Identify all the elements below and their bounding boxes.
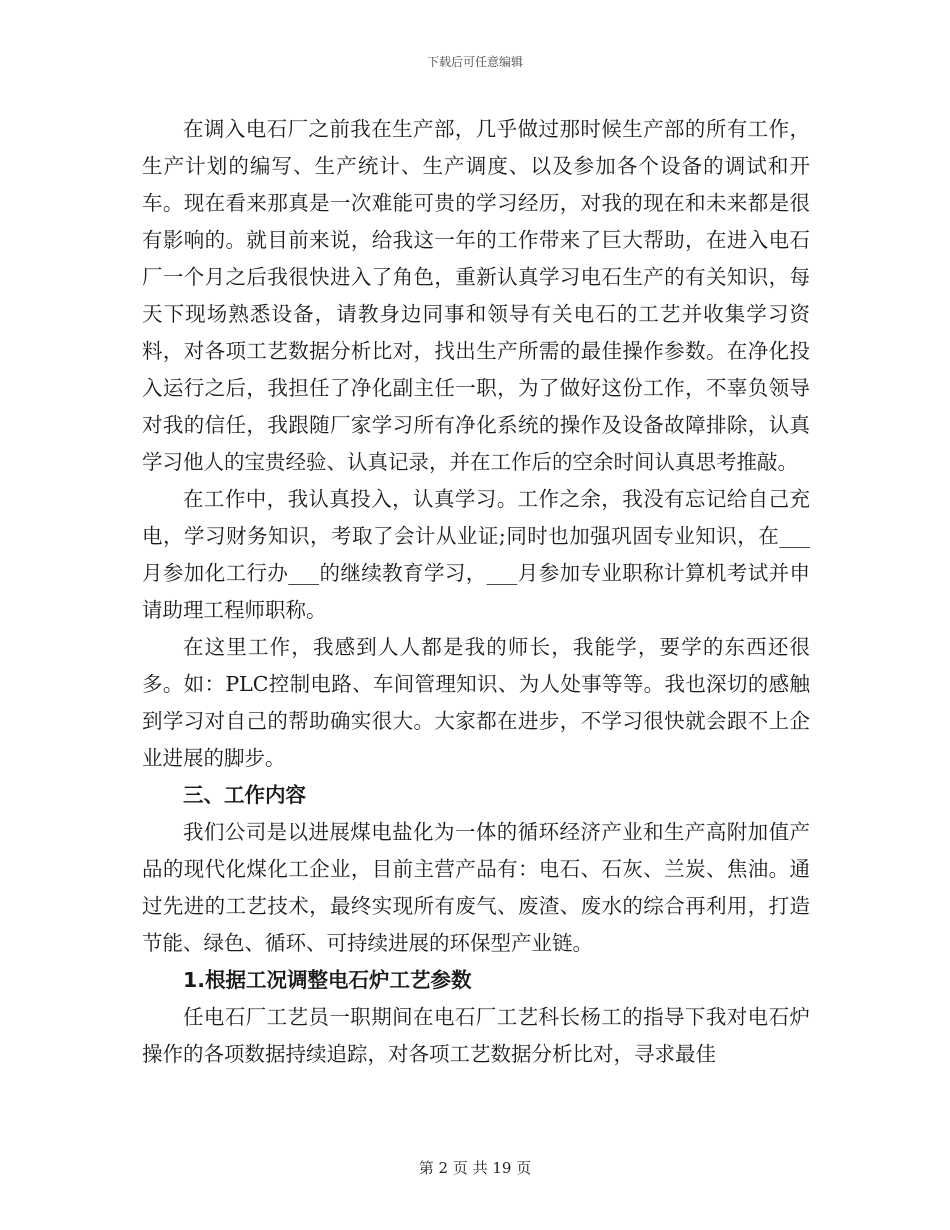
- paragraph-learning: 在这里工作，我感到人人都是我的师长，我能学，要学的东西还很多。如：PLC控制电路、车间管理知识、为人处事等等。我也深切的感触到学习对自己的帮助确实很大。大家都在进步，不学习很快就会跟不上企业进展的脚步。: [142, 635, 810, 770]
- paragraph-previous-work: 在调入电石厂之前我在生产部，几乎做过那时候生产部的所有工作，生产计划的编写、生产统计、生产调度、以及参加各个设备的调试和开车。现在看来那真是一次难能可贵的学习经历，对我的现在和未来都是很有影响的。就目前来说，给我这一年的工作带来了巨大帮助，在进入电石厂一个月之后我很快进入了角色，重新认真学习电石生产的有关知识，每天下现场熟悉设备，请教身边同事和领导有关电石的工艺并收集学习资料，对各项工艺数据分析比对，找出生产所需的最佳操作参数。在净化投入运行之后，我担任了净化副主任一职，为了做好这份工作，不辜负领导对我的信任，我跟随厂家学习所有净化系统的操作及设备故障排除，认真学习他人的宝贵经验、认真记录，并在工作后的空余时间认真思考推敲。: [142, 117, 810, 474]
- subheading: 1.根据工况调整电石炉工艺参数: [183, 968, 472, 992]
- page-footer: 第 2 页 共 19 页: [418, 1159, 532, 1177]
- document-body: [142, 111, 810, 1073]
- paragraph-company-intro: 我们公司是以进展煤电盐化为一体的循环经济产业和生产高附加值产品的现代化煤化工企业，目前主营产品有：电石、石灰、兰炭、焦油。通过先进的工艺技术，最终实现所有废气、废渣、废水的综合再利用，打造节能、绿色、循环、可持续进展的环保型产业链。: [142, 820, 810, 955]
- paragraph-study: 在工作中，我认真投入，认真学习。工作之余，我没有忘记给自己充电，学习财务知识，考取了会计从业证;同时也加强巩固专业知识，在___月参加化工行办___的继续教育学习，___月参加专业职称计算机考试并申请助理工程师职称。: [142, 487, 810, 622]
- paragraph-process-params: 任电石厂工艺员一职期间在电石厂工艺科长杨工的指导下我对电石炉操作的各项数据持续追踪，对各项工艺数据分析比对，寻求最佳: [142, 1005, 810, 1066]
- page-header: 下载后可任意编辑: [426, 55, 523, 69]
- section-heading: 三、工作内容: [183, 783, 306, 807]
